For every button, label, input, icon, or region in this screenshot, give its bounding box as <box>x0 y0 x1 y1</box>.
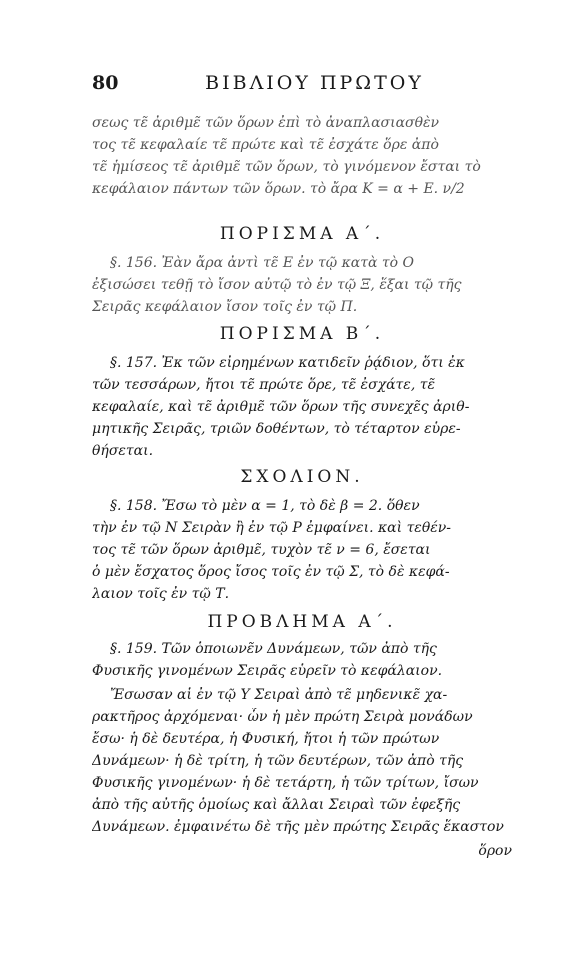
text-line: Δυνάμεων. ἐμφαινέτω δὲ τῆς μὲν πρώτης Σειρᾶς ἕκαστον <box>92 819 504 835</box>
text-line: Σειρᾶς κεφάλαιον ἴσον τοῖς ἐν τῷ Π. <box>92 299 358 315</box>
text-line: §. 159. Τῶν ὁποιωνε̃ν Δυνάμεων, τῶν ἀπὸ τῆς <box>110 641 437 657</box>
page-number: 80 <box>92 72 119 94</box>
text-line: ὅρον <box>478 843 512 859</box>
text-line: §. 158. Ἔσω τὸ μὲν α = 1, τὸ δὲ β = 2. ὅθεν <box>110 498 420 514</box>
text-line: τος τε̃ κεφαλαίε τε̃ πρώτε καὶ τε̃ ἐσχάτε ὅρε ἀπὸ <box>92 137 439 153</box>
text-line: Δυνάμεων· ἡ δὲ τρίτη, ἡ τῶν δευτέρων, τῶν ἀπὸ τῆς <box>92 753 464 769</box>
text-line: τῶν τεσσάρων, ἤτοι τε̃ πρώτε ὅρε, τε̃ ἐσχάτε, τε̃ <box>92 377 435 393</box>
text-line: μητικῆς Σειρᾶς, τριῶν δοθέντων, τὸ τέταρτον εὑρε- <box>92 421 461 437</box>
text-line: σεως τε̃ ἀριθμε̃ τῶν ὅρων ἐπὶ τὸ ἀναπλασιασθὲν <box>92 115 440 131</box>
text-line: τὴν ἐν τῷ Ν Σειρὰν ἢ ἐν τῷ Ρ ἐμφαίνει. καὶ τεθέν- <box>92 520 452 536</box>
page-header <box>92 72 507 96</box>
text-line: κεφάλαιον πάντων τῶν ὅρων. τὸ ἄρα Κ = α + Ε. ν/2 <box>92 181 465 197</box>
text-line: θήσεται. <box>92 443 154 459</box>
section-heading: ΠΟΡΙΣΜΑ Α΄. <box>219 224 385 244</box>
text-line: §. 156. Ἐὰν ἄρα ἀντὶ τε̃ Ε ἐν τῷ κατὰ τὸ Ο <box>110 255 414 271</box>
text-line: ρακτῆρος ἀρχόμεναι· ὧν ἡ μὲν πρώτη Σειρὰ μονάδων <box>92 709 473 725</box>
text-line: κεφαλαίε, καὶ τε̃ ἀριθμε̃ τῶν ὅρων τῆς συνεχε̃ς ἀριθ- <box>92 399 470 415</box>
section-heading: ΠΡΟΒΛΗΜΑ Α΄. <box>207 612 397 632</box>
running-title: ΒΙΒΛΙΟΥ ΠΡΩΤΟΥ <box>205 72 424 94</box>
text-line: Φυσικῆς γινομένων· ἡ δὲ τετάρτη, ἡ τῶν τρίτων, ἴσων <box>92 775 479 791</box>
section-heading: ΠΟΡΙΣΜΑ Β΄. <box>219 324 385 344</box>
text-line: Ἔσωσαν αἱ ἐν τῷ Υ Σειραὶ ἀπὸ τε̃ μηδενικε̃ χα- <box>110 687 448 703</box>
text-line: τε̃ ἡμίσεος τε̃ ἀριθμε̃ τῶν ὅρων, τὸ γινόμενον ἔσται τὸ <box>92 159 481 175</box>
text-line: ἐξισώσει τεθῇ τὸ ἴσον αὐτῷ τὸ ἐν τῷ Ξ, ἕξαι τῷ τῆς <box>92 277 462 293</box>
section-heading: ΣΧΟΛΙΟΝ. <box>240 467 364 487</box>
text-line: Φυσικῆς γινομένων Σειρᾶς εὑρεῖν τὸ κεφάλαιον. <box>92 663 443 679</box>
text-line: λαιον τοῖς ἐν τῷ Τ. <box>92 586 230 602</box>
text-line: ἔσω· ἡ δὲ δευτέρα, ἡ Φυσική, ἤτοι ἡ τῶν πρώτων <box>92 731 440 747</box>
text-line: §. 157. Ἐκ τῶν εἰρημένων κατιδεῖν ῥᾴδιον, ὅτι ἐκ <box>110 355 465 371</box>
text-line: ἀπὸ τῆς αὐτῆς ὁμοίως καὶ ἄλλαι Σειραὶ τῶν ἐφεξῆς <box>92 797 461 813</box>
text-line: τος τε̃ τῶν ὅρων ἀριθμε̃, τυχὸν τε̃ ν = 6, ἔσεται <box>92 542 431 558</box>
text-line: ὁ μὲν ἔσχατος ὅρος ἴσος τοῖς ἐν τῷ Σ, τὸ δὲ κεφά- <box>92 564 450 580</box>
